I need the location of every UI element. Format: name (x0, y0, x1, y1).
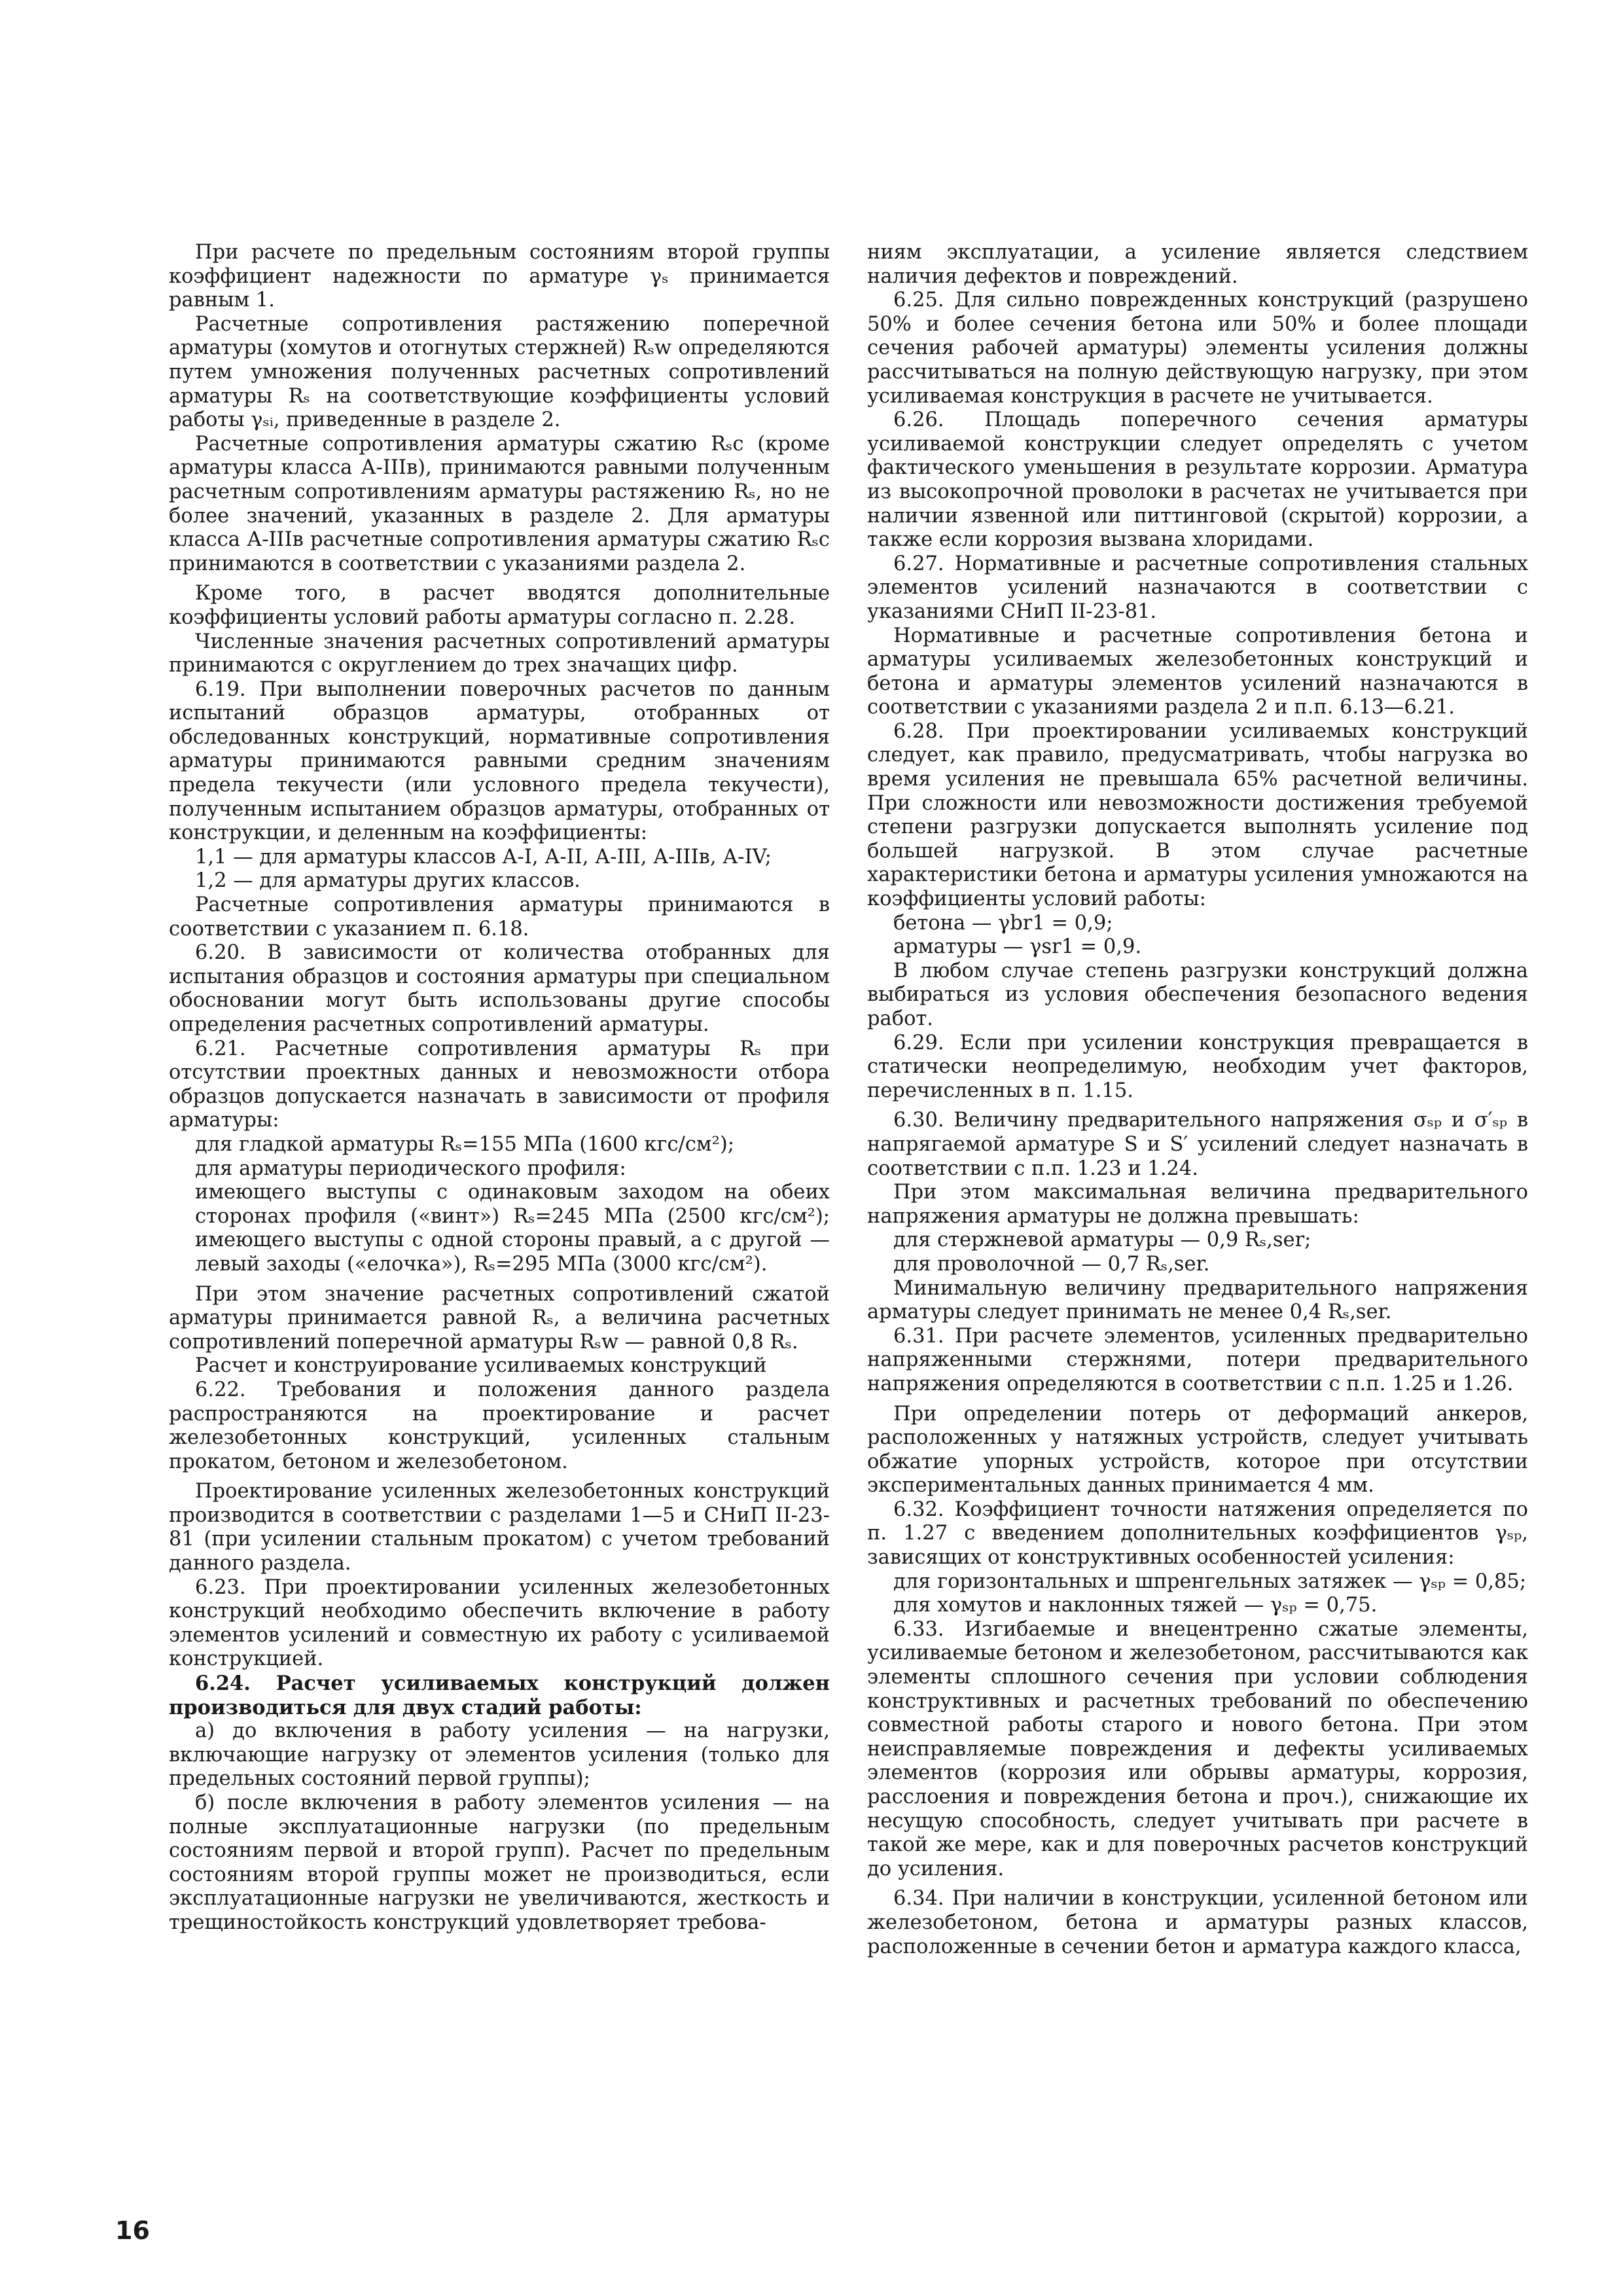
list-item: б) после включения в работу элементов усиления — на полные эксплуатационные нагрузки (по предельным состояниям первой и второй групп). Расчет по предельным состояниям второй группы может не производиться, если эксплуатационные нагрузки не увеличиваются, жесткость и трещиностойкость конструкций удовлетворяет требова- (169, 1791, 830, 1934)
formula-line: для хомутов и наклонных тяжей — γₛₚ = 0,75. (893, 1594, 1378, 1617)
paragraph: Кроме того, в расчет вводятся дополнительные коэффициенты условий работы арматуры согласно п. 2.28. (169, 582, 830, 629)
list-item: для гладкой арматуры Rₛ=155 МПа (1600 кгс/см²); (195, 1132, 735, 1156)
paragraph: Расчетные сопротивления арматуры сжатию Rₛc (кроме арматуры класса А-IIIв), принимаются равными полученным расчетным сопротивлениям арматуры растяжению Rₛ, но не более значений, указанных в разделе 2. Для арматуры класса А-IIIв расчетные сопротивления арматуры сжатию Rₛc принимаются в соответствии с указаниями раздела 2. (169, 432, 830, 575)
paragraph: При этом значение расчетных сопротивлений сжатой арматуры принимается равной Rₛ, а величина расчетных сопротивлений поперечной арматуры Rₛw — равной 0,8 Rₛ. (169, 1282, 830, 1354)
paragraph: 6.33. Изгибаемые и внецентренно сжатые элементы, усиливаемые бетоном и железобетоном, рассчитываются как элементы сплошного сечения при условии соблюдения конструктивных и расчетных требований по обеспечению совместной работы старого и нового бетона. При этом неисправляемые повреждения и дефекты усиливаемых элементов (коррозия или обрывы арматуры, коррозия, расслоения и повреждения бетона и проч.), снижающие их несущую способность, следует учитывать при расчете в такой же мере, как и для поверочных расчетов конструкций до усиления. (867, 1617, 1528, 1880)
paragraph: 6.32. Коэффициент точности натяжения определяется по п. 1.27 с введением дополнительных коэффициентов γₛₚ, зависящих от конструктивных особенностей усиления: (867, 1498, 1528, 1570)
paragraph: 6.31. При расчете элементов, усиленных предварительно напряженными стержнями, потери предварительного напряжения определяются в соответствии с п.п. 1.25 и 1.26. (867, 1324, 1528, 1395)
list-item: а) до включения в работу усиления — на нагрузки, включающие нагрузку от элементов усиления (только для предельных состояний первой группы); (169, 1719, 830, 1791)
paragraph: Расчетные сопротивления арматуры принимаются в соответствии с указанием п. 6.18. (169, 893, 830, 941)
paragraph: 6.20. В зависимости от количества отобранных для испытания образцов и состояния арматуры при специальном обосновании могут быть использованы другие способы определения расчетных сопротивлений арматуры. (169, 941, 830, 1036)
paragraph: 6.27. Нормативные и расчетные сопротивления стальных элементов усилений назначаются в соответствии с указаниями СНиП II-23-81. (867, 552, 1528, 623)
list-item: 1,2 — для арматуры других классов. (195, 869, 580, 893)
list-item: 1,1 — для арматуры классов А-I, А-II, А-III, А-IIIв, А-IV; (195, 845, 772, 869)
list-item: имеющего выступы с одинаковым заходом на обеих сторонах профиля («винт») Rₛ=245 МПа (2500 кгс/см²); имеющего выступы с одной стороны правый, а с другой — левый заходы («елочка»), Rₛ=295 МПа (3000 кгс/см²). (195, 1181, 830, 1276)
paragraph: ниям эксплуатации, а усиление является следствием наличия дефектов и повреждений. (867, 241, 1528, 288)
paragraph: 6.22. Требования и положения данного раздела распространяются на проектирование и расчет железобетонных конструкций, усиленных стальным прокатом, бетоном и железобетоном. (169, 1378, 830, 1473)
formula-line: арматуры — γsr1 = 0,9. (893, 935, 1142, 959)
formula-line: бетона — γbr1 = 0,9; (893, 911, 1113, 935)
paragraph: При этом максимальная величина предварительного напряжения арматуры не должна превышать: (867, 1181, 1528, 1228)
formula-line: для стержневой арматуры — 0,9 Rₛ,ser; (893, 1229, 1311, 1252)
paragraph: 6.30. Величину предварительного напряжения σₛₚ и σ′ₛₚ в напрягаемой арматуре S и S′ усилений следует назначать в соответствии с п.п. 1.23 и 1.24. (867, 1109, 1528, 1180)
paragraph: 6.21. Расчетные сопротивления арматуры Rₛ при отсутствии проектных данных и невозможности отбора образцов допускается назначать в зависимости от профиля арматуры: (169, 1037, 830, 1132)
formula-line: для горизонтальных и шпренгельных затяжек — γₛₚ = 0,85; (893, 1570, 1527, 1593)
paragraph: Проектирование усиленных железобетонных конструкций производится в соответствии с разделами 1—5 и СНиП II-23-81 (при усилении стальным прокатом) с учетом требований данного раздела. (169, 1480, 830, 1575)
formula-line: для проволочной — 0,7 Rₛ,ser. (893, 1252, 1210, 1276)
paragraph: 6.34. При наличии в конструкции, усиленной бетоном или железобетоном, бетона и арматуры разных классов, расположенные в сечении бетон и арматура каждого класса, (867, 1887, 1528, 1958)
paragraph: 6.26. Площадь поперечного сечения арматуры усиливаемой конструкции следует определять с учетом фактического уменьшения в результате коррозии. Арматура из высокопрочной проволоки в расчетах не учитывается при наличии язвенной или питтинговой (скрытой) коррозии, а также если коррозия вызвана хлоридами. (867, 408, 1528, 552)
list-item: для арматуры периодического профиля: (195, 1157, 626, 1180)
paragraph: 6.28. При проектировании усиливаемых конструкций следует, как правило, предусматривать, чтобы нагрузка во время усиления не превышала 65% расчетной величины. При сложности или невозможности достижения требуемой степени разгрузки допускается выполнять усиление под большей нагрузкой. В этом случае расчетные характеристики бетона и арматуры усиления умножаются на коэффициенты условий работы: (867, 719, 1528, 911)
paragraph: 6.23. При проектировании усиленных железобетонных конструкций необходимо обеспечить включение в работу элементов усилений и совместную их работу с усиливаемой конструкцией. (169, 1575, 830, 1671)
paragraph: В любом случае степень разгрузки конструкций должна выбираться из условия обеспечения безопасного ведения работ. (867, 959, 1528, 1030)
paragraph: Численные значения расчетных сопротивлений арматуры принимаются с округлением до трех значащих цифр. (169, 630, 830, 677)
paragraph: 6.24. Расчет усиливаемых конструкций должен производиться для двух стадий работы: (169, 1672, 830, 1719)
paragraph: Расчетные сопротивления растяжению поперечной арматуры (хомутов и отогнутых стержней) Rₛw определяются путем умножения полученных расчетных сопротивлений арматуры Rₛ на соответствующие коэффициенты условий работы γₛᵢ, приведенные в разделе 2. (169, 312, 830, 432)
paragraph: Минимальную величину предварительного напряжения арматуры следует принимать не менее 0,4 Rₛ,ser. (867, 1276, 1528, 1324)
paragraph: При определении потерь от деформаций анкеров, расположенных у натяжных устройств, следует учитывать обжатие упорных устройств, которое при отсутствии экспериментальных данных принимается 4 мм. (867, 1402, 1528, 1498)
page-number: 16 (115, 2216, 150, 2245)
left-column (169, 241, 830, 1935)
paragraph: При расчете по предельным состояниям второй группы коэффициент надежности по арматуре γₛ принимается равным 1. (169, 241, 830, 312)
right-column (867, 241, 1528, 1959)
paragraph: 6.29. Если при усилении конструкция превращается в статически неопределимую, необходим учет факторов, перечисленных в п. 1.15. (867, 1031, 1528, 1102)
paragraph: 6.19. При выполнении поверочных расчетов по данным испытаний образцов арматуры, отобранных от обследованных конструкций, нормативные сопротивления арматуры принимаются равными средним значениям предела текучести (или условного предела текучести), полученным испытанием образцов арматуры, отобранных от конструкции, и деленным на коэффициенты: (169, 677, 830, 845)
paragraph: Нормативные и расчетные сопротивления бетона и арматуры усиливаемых железобетонных конструкций и бетона и арматуры элементов усилений назначаются в соответствии с указаниями раздела 2 и п.п. 6.13—6.21. (867, 624, 1528, 719)
paragraph: 6.25. Для сильно поврежденных конструкций (разрушено 50% и более сечения бетона или 50% и более площади сечения рабочей арматуры) элементы усиления должны рассчитываться на полную действующую нагрузку, при этом усиливаемая конструкция в расчете не учитывается. (867, 289, 1528, 408)
section-heading: Расчет и конструирование усиливаемых конструкций (195, 1354, 767, 1378)
